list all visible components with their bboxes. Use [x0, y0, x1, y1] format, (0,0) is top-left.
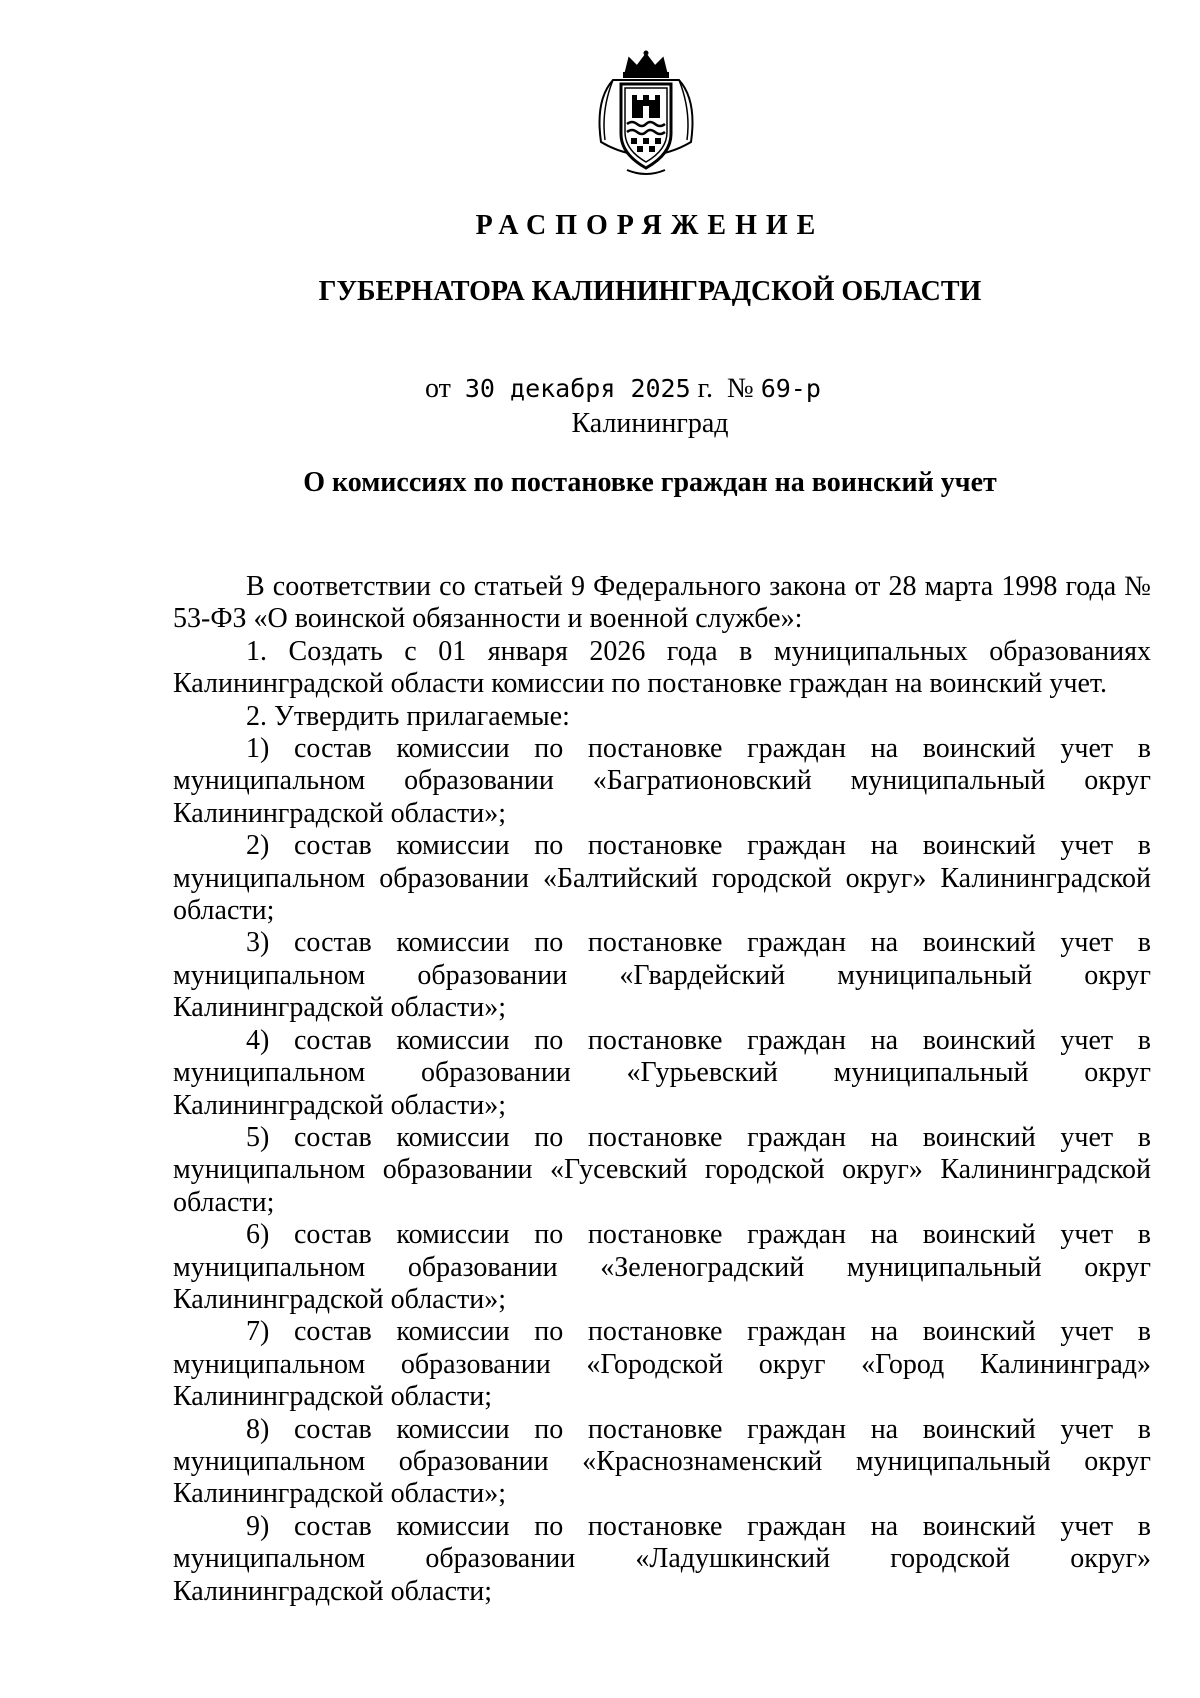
- document-type-title: РАСПОРЯЖЕНИЕ: [475, 210, 825, 241]
- list-item: 3) состав комиссии по постановке граждан на воинский учет в муниципальном образовании «Гвардейский муниципальный округ Калининградской области»;: [173, 927, 1151, 1024]
- list-item: 6) состав комиссии по постановке граждан на воинский учет в муниципальном образовании «Зеленоградский муниципальный округ Калининградской области»;: [173, 1219, 1151, 1315]
- number-prefix: №: [726, 373, 754, 404]
- list-item: 1) состав комиссии по постановке граждан на воинский учет в муниципальном образовании «Багратионовский муниципальный округ Калининградской области»;: [173, 733, 1151, 829]
- list-item: 9) состав комиссии по постановке граждан на воинский учет в муниципальном образовании «Ладушкинский городской округ» Калининградской области;: [173, 1510, 1151, 1607]
- list-item: 8) состав комиссии по постановке граждан на воинский учет в муниципальном образовании «Краснознаменский муниципальный округ Калининградской области»;: [173, 1413, 1151, 1510]
- paragraph-item-2: 2. Утвердить прилагаемые:: [246, 700, 570, 732]
- date-suffix: г.: [697, 373, 713, 404]
- document-subject: О комиссиях по постановке граждан на воинский учет: [303, 467, 997, 498]
- paragraph-preamble: В соответствии со статьей 9 Федерального закона от 28 марта 1998 года № 53-ФЗ «О воинской обязанности и военной службе»:: [173, 571, 1151, 635]
- date-prefix: от: [425, 373, 451, 404]
- coat-of-arms-icon: [591, 50, 701, 178]
- document-body: [173, 571, 1151, 1608]
- city-name: Калининград: [571, 408, 729, 439]
- list-item: 5) состав комиссии по постановке граждан на воинский учет в муниципальном образовании «Гусевский городской округ» Калининградской области;: [173, 1121, 1151, 1218]
- list-item: 7) состав комиссии по постановке граждан на воинский учет в муниципальном образовании «Городской округ «Город Калининград» Калининградской области;: [173, 1316, 1151, 1413]
- document-number: 69-р: [760, 374, 821, 403]
- paragraph-item-1: 1. Создать с 01 января 2026 года в муниципальных образованиях Калининградской области комиссии по постановке граждан на воинский учет.: [173, 635, 1151, 700]
- list-item: 4) состав комиссии по постановке граждан на воинский учет в муниципальном образовании «Гурьевский муниципальный округ Калининградской области»;: [173, 1024, 1151, 1121]
- list-item: 2) состав комиссии по постановке граждан на воинский учет в муниципальном образовании «Балтийский городской округ» Калининградской области;: [173, 830, 1151, 927]
- date-number-line: [425, 373, 821, 405]
- date-value: 30 декабря 2025: [464, 374, 691, 403]
- issuing-authority: ГУБЕРНАТОРА КАЛИНИНГРАДСКОЙ ОБЛАСТИ: [318, 276, 982, 307]
